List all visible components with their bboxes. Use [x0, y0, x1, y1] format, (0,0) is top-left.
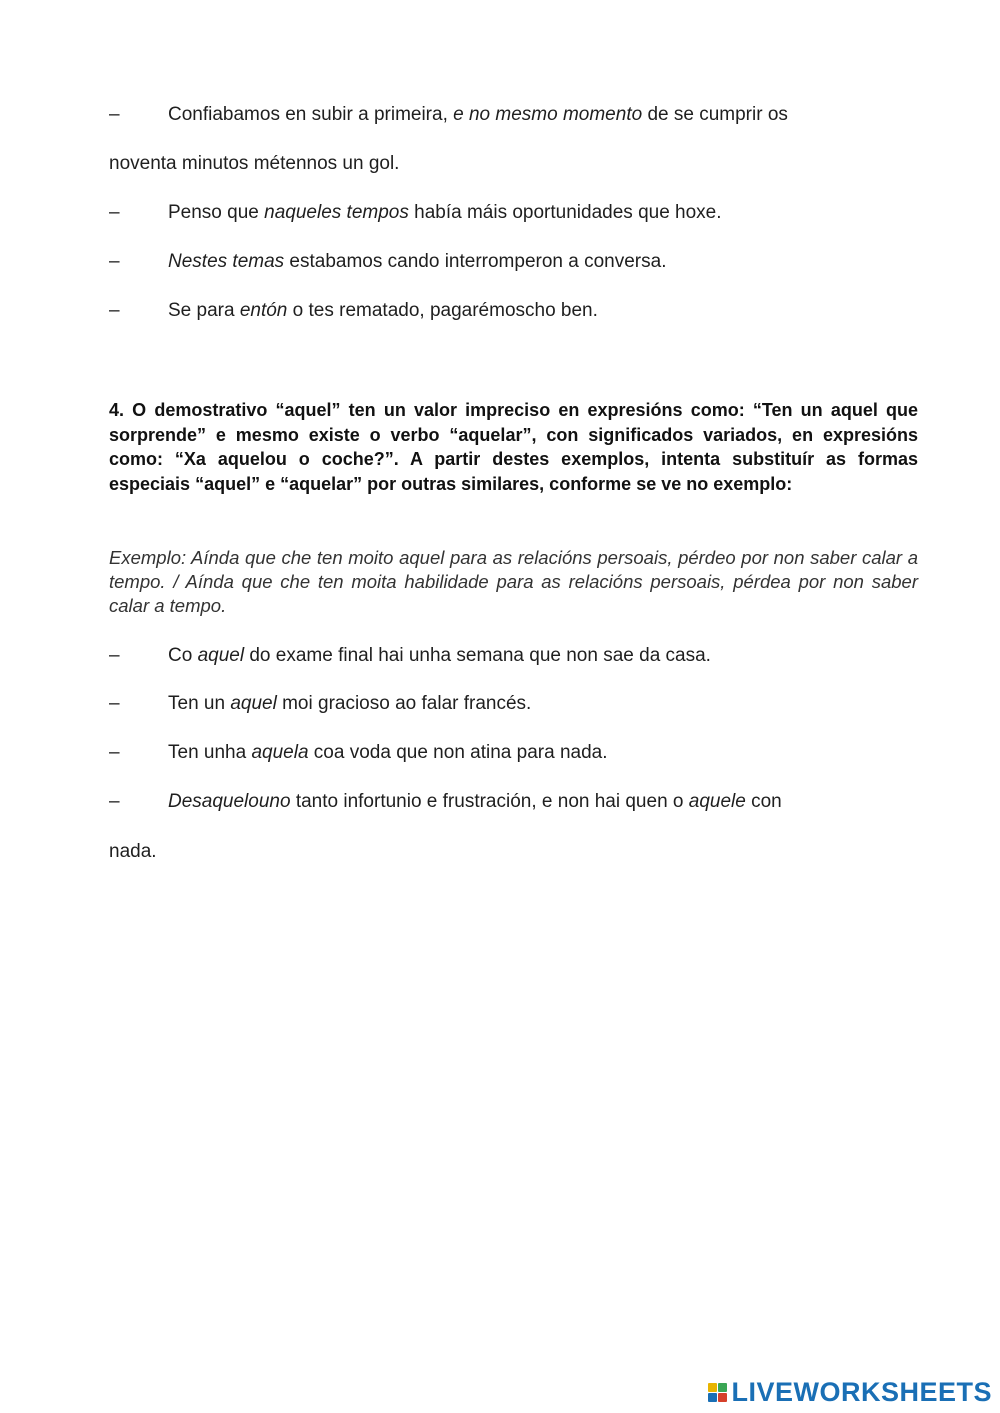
logo-blocks-icon — [708, 1383, 727, 1402]
sentence-text: tanto infortunio e frustración, e non hai quen o — [290, 791, 689, 812]
sentence-text: o tes rematado, pagarémoscho ben. — [287, 300, 598, 321]
sentence-text: había máis oportunidades que hoxe. — [408, 202, 722, 223]
sentence-text: do exame final hai unha semana que non sae da casa. — [244, 645, 711, 666]
highlighted-expression: Desaquelouno — [168, 791, 291, 812]
liveworksheets-logo[interactable] — [708, 1377, 992, 1407]
list-dash: – — [109, 202, 120, 223]
list-dash: – — [109, 693, 120, 714]
example-paragraph: Exemplo: Aínda que che ten moito aquel para as relacións persoais, pérdeo por non saber calar a tempo. / Aínda que che ten moita habilidade para as relacións persoais, pérdea por non saber calar a tempo. — [109, 547, 918, 616]
highlighted-expression: e no mesmo momento — [453, 104, 643, 125]
sentence-text: noventa minutos métennos un gol. — [109, 153, 400, 174]
logo-block — [708, 1383, 717, 1392]
logo-block — [718, 1393, 727, 1402]
logo-text: LIVEWORKSHEETS — [731, 1376, 992, 1407]
question-4-heading: 4. O demostrativo “aquel” ten un valor impreciso en expresións como: “Ten un aquel que sorprende” e mesmo existe o verbo “aquelar”, con significados variados, en expresións como: “Xa aquelou o coche?”. A partir destes exemplos, intenta substituír as formas especiais “aquel” e “aquelar” por outras similares, conforme se ve no exemplo: — [109, 400, 918, 494]
sentence-text: Penso que — [168, 202, 265, 223]
sentence-text: Ten un — [168, 693, 231, 714]
sentence-text: Co — [168, 645, 198, 666]
sentence-text: nada. — [109, 841, 157, 862]
highlighted-expression: Nestes temas — [168, 251, 285, 272]
highlighted-expression: aquele — [688, 791, 746, 812]
sentence-text: Ten unha — [168, 742, 252, 763]
sentence-text: de se cumprir os — [642, 104, 788, 125]
list-dash: – — [109, 300, 120, 321]
list-dash: – — [109, 742, 120, 763]
highlighted-expression: aquel — [197, 645, 245, 666]
list-dash: – — [109, 104, 120, 125]
sentence-text: estabamos cando interromperon a conversa. — [284, 251, 667, 272]
logo-block — [718, 1383, 727, 1392]
logo-block — [708, 1393, 717, 1402]
highlighted-expression: aquela — [251, 742, 309, 763]
sentence-text: Se para — [168, 300, 240, 321]
sentence-text: coa voda que non atina para nada. — [308, 742, 608, 763]
sentence-text: con — [745, 791, 782, 812]
sentence-text: moi gracioso ao falar francés. — [276, 693, 532, 714]
highlighted-expression: entón — [239, 300, 288, 321]
list-dash: – — [109, 791, 120, 812]
sentence-text: Confiabamos en subir a primeira, — [168, 104, 454, 125]
highlighted-expression: naqueles tempos — [264, 202, 409, 223]
list-dash: – — [109, 251, 120, 272]
highlighted-expression: aquel — [230, 693, 277, 714]
list-dash: – — [109, 645, 120, 666]
